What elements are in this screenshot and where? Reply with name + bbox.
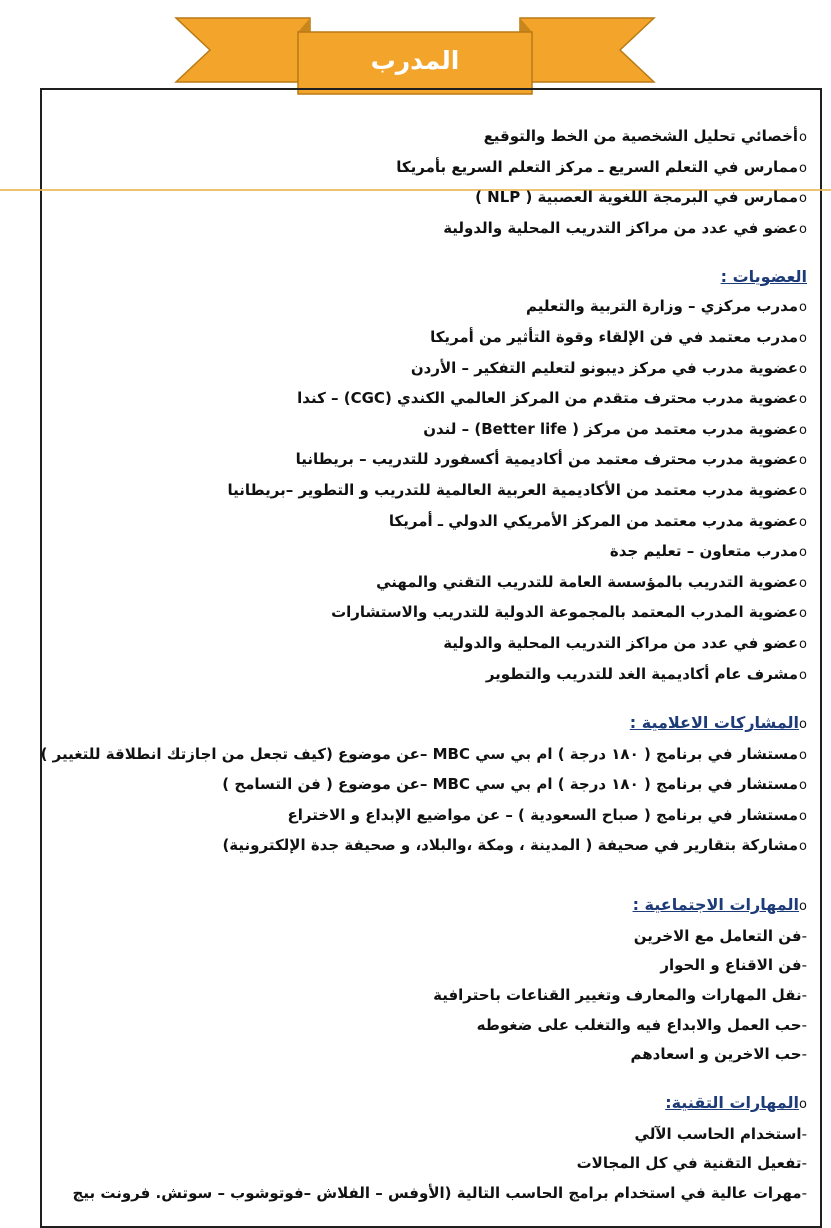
section-heading: oالمهارات التقنية: bbox=[665, 1092, 807, 1112]
list-item: oمشاركة بتقارير في صحيفة ( المدينة ، ومكة ،والبلاد، و صحيفة جدة الإلكترونية) bbox=[222, 836, 807, 855]
title-banner bbox=[170, 12, 660, 96]
list-item: oعضو في عدد من مراكز التدريب المحلية والدولية bbox=[443, 633, 807, 652]
list-item: -نقل المهارات والمعارف وتغيير القناعات باحترافية bbox=[433, 986, 807, 1005]
list-item: oممارس في التعلم السريع ـ مركز التعلم السريع بأمريكا bbox=[396, 157, 807, 176]
list-item: -مهرات عالية في استخدام برامج الحاسب التالية (الأوفس – الفلاش –فوتوشوب – سوتش. فرونت بيج bbox=[72, 1184, 807, 1203]
list-item: -استخدام الحاسب الآلي bbox=[634, 1124, 807, 1143]
list-item: oعضوية مدرب محترف معتمد من أكاديمية أكسفورد للتدريب – بريطانيا bbox=[295, 450, 807, 469]
social-skills-section bbox=[17, 890, 807, 1070]
banner-title: المدرب bbox=[370, 46, 460, 75]
list-item: oأخصائي تحليل الشخصية من الخط والتوقيع bbox=[483, 127, 807, 145]
section-heading: oالمهارات الاجتماعية : bbox=[632, 894, 807, 914]
list-item: oعضوية مدرب معتمد من المركز الأمريكي الدولي ـ أمريكا bbox=[388, 511, 807, 530]
cv-content bbox=[17, 122, 807, 1209]
list-item: oعضوية المدرب المعتمد بالمجموعة الدولية للتدريب والاستشارات bbox=[331, 603, 807, 622]
section-heading: العضويات : bbox=[720, 267, 807, 287]
tech-skills-section bbox=[17, 1088, 807, 1209]
list-item: -حب العمل والابداع فيه والتغلب على ضغوطه bbox=[476, 1015, 807, 1034]
memberships-section bbox=[17, 262, 807, 690]
list-item: oعضوية مدرب محترف متقدم من المركز العالمي الكندي (CGC) – كندا bbox=[297, 389, 807, 408]
list-item: oمستشار في برنامج ( ١٨٠ درجة ) ام بي سي MBC –عن موضوع (كيف تجعل من اجازتك انطلاقة للتغيير ) bbox=[40, 745, 807, 764]
section-heading: oالمشاركات الاعلامية : bbox=[629, 713, 807, 733]
list-item: oعضوية مدرب معتمد من مركز ( Better life) – لندن bbox=[423, 419, 807, 438]
list-item: oمدرب متعاون – تعليم جدة bbox=[609, 542, 807, 561]
media-section bbox=[17, 708, 807, 862]
intro-list bbox=[17, 122, 807, 244]
list-item: oمستشار في برنامج ( ١٨٠ درجة ) ام بي سي MBC –عن موضوع ( فن التسامح ) bbox=[222, 775, 807, 794]
list-item: -فن الاقناع و الحوار bbox=[660, 956, 807, 975]
list-item: oعضوية مدرب في مركز ديبونو لتعليم التفكير – الأردن bbox=[410, 358, 807, 377]
list-item: -فن التعامل مع الاخرين bbox=[633, 926, 807, 945]
list-item: oعضو في عدد من مراكز التدريب المحلية والدولية bbox=[443, 218, 807, 237]
list-item: oممارس في البرمجة اللغوية العصبية ( NLP ) bbox=[475, 188, 807, 207]
list-item: -تفعيل التقنية في كل المجالات bbox=[576, 1154, 807, 1173]
list-item: oمدرب معتمد في فن الإلقاء وقوة التأثير من أمريكا bbox=[430, 327, 807, 346]
list-item: oمستشار في برنامج ( صباح السعودية ) – عن مواضيع الإبداع و الاختراع bbox=[287, 805, 807, 824]
list-item: oعضوية التدريب بالمؤسسة العامة للتدريب التقني والمهني bbox=[376, 572, 807, 591]
list-item: oمدرب مركزي – وزارة التربية والتعليم bbox=[525, 297, 807, 316]
list-item: -حب الاخرين و اسعادهم bbox=[630, 1045, 807, 1064]
list-item: oعضوية مدرب معتمد من الأكاديمية العربية العالمية للتدريب و التطوير –بريطانيا bbox=[227, 480, 807, 499]
list-item: oمشرف عام أكاديمية الغد للتدريب والتطوير bbox=[485, 664, 807, 683]
